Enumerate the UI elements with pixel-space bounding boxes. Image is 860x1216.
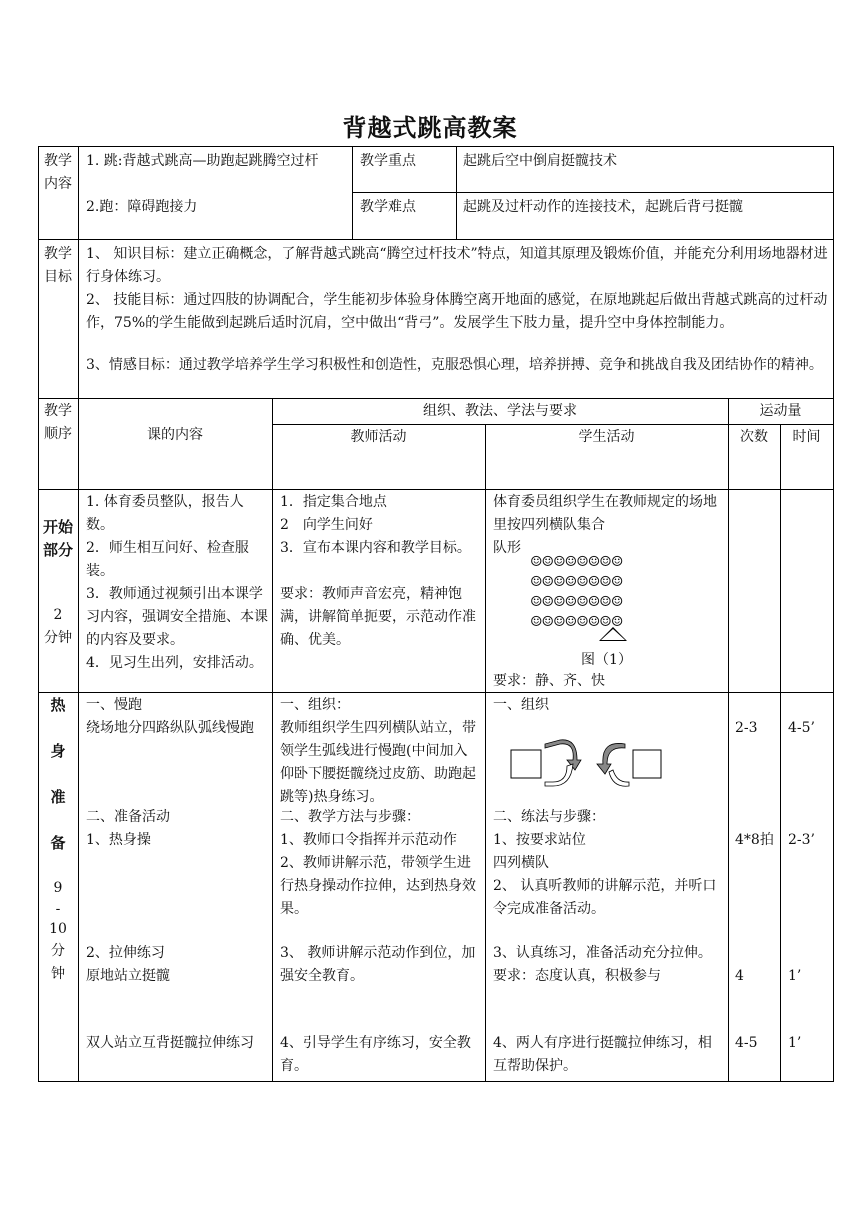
warm-content-5: 2、拉伸练习 — [86, 945, 165, 961]
warm-content-2: 绕场地分四路纵队弧线慢跑 — [86, 720, 254, 736]
start-teacher-req: 要求：教师声音宏亮，精神饱满，讲解简单扼要，示范动作准确、优美。 — [280, 586, 476, 648]
curved-arrow-icon — [609, 770, 629, 786]
difficulty-label: 教学难点 — [360, 199, 416, 215]
goal-skill: 2、 技能目标：通过四肢的协调配合，学生能初步体验身体腾空离开地面的感觉，在原地跳起后做出背越式跳高的过杆动作，75%的学生能做到起跳后适时沉肩，空中做出“背弓”。发展学生下肢力量，提升空中身体控制能力。 — [86, 292, 828, 331]
warm-time-1: 4-5’ — [788, 720, 815, 736]
warm-teacher-1: 一、组织： — [280, 697, 350, 713]
start-minutes: 2 — [53, 607, 63, 623]
time-header: 时间 — [792, 429, 821, 445]
warm-label-1: 热 — [50, 696, 66, 714]
warm-label-4: 备 — [50, 834, 66, 852]
start-teacher-2: 2 向学生问好 — [280, 517, 373, 533]
teacher-header: 教师活动 — [350, 429, 407, 445]
warm-minutes-2: 10 — [49, 921, 67, 937]
warm-time-2: 2-3’ — [788, 832, 815, 848]
curved-arrow-icon — [545, 764, 573, 786]
warm-content-1: 一、慢跑 — [86, 697, 142, 713]
times-header: 次数 — [740, 429, 768, 445]
warm-unit-1: 分 — [51, 943, 65, 959]
content-item-2: 2.跑：障碍跑接力 — [86, 199, 198, 215]
warm-content-6: 原地站立挺髋 — [86, 968, 170, 984]
load-header: 运动量 — [759, 403, 802, 419]
curved-arrow-icon — [597, 743, 625, 774]
square-right — [633, 750, 661, 778]
warm-student-3: 1、按要求站位 — [493, 832, 586, 848]
goals-label: 教学目标 — [44, 246, 72, 285]
formation-row: ☺☺☺☺☺☺☺☺ — [530, 574, 623, 590]
jogging-route-diagram — [505, 736, 670, 794]
goal-emotion: 3、情感目标：通过教学培养学生学习积极性和创造性，克服恐惧心理，培养拼搏、竞争和挑战自我及团结协作的精神。 — [86, 357, 823, 373]
difficulty-value: 起跳及过杆动作的连接技术，起跳后背弓挺髋 — [463, 199, 743, 215]
content-item-1: 1. 跳:背越式跳高—助跑起跳腾空过杆 — [86, 153, 319, 169]
start-student-formation-label: 队形 — [493, 540, 521, 556]
goal-knowledge: 1、 知识目标：建立正确概念，了解背越式跳高“腾空过杆技术”特点，知道其原理及锻炼价值，并能充分利用场地器材进行身体练习。 — [86, 246, 828, 285]
start-content-3: 3．教师通过视频引出本课学习内容，强调安全措施、本课的内容及要求。 — [86, 586, 268, 648]
warm-student-4: 四列横队 — [493, 855, 549, 871]
warm-teacher-4: 1、教师口令指挥并示范动作 — [280, 832, 457, 848]
student-header: 学生活动 — [578, 429, 635, 445]
warm-teacher-3: 二、教学方法与步骤： — [280, 809, 420, 825]
warm-student-5: 2、 认真听教师的讲解示范，并听口令完成准备活动。 — [493, 878, 717, 917]
start-student-intro: 体育委员组织学生在教师规定的场地里按四列横队集合 — [493, 494, 717, 533]
key-point-label: 教学重点 — [360, 153, 416, 169]
warm-times-1: 2-3 — [735, 720, 758, 736]
page-title: 背越式跳高教案 — [342, 113, 518, 142]
warm-content-4: 1、热身操 — [86, 832, 151, 848]
figure-caption: 图（1） — [581, 652, 632, 668]
start-label: 开始部分 — [43, 518, 74, 559]
warm-time-3: 1’ — [788, 968, 802, 984]
warm-student-6: 3、认真练习，准备活动充分拉伸。 — [493, 945, 712, 961]
square-left — [511, 750, 541, 778]
curved-arrow-icon — [545, 740, 581, 770]
warm-times-2: 4*8拍 — [735, 832, 774, 848]
content-label: 教学内容 — [44, 153, 72, 192]
warm-times-3: 4 — [735, 968, 744, 984]
start-content-2: 2．师生相互问好、检查服装。 — [86, 540, 249, 579]
warm-time-4: 1’ — [788, 1035, 802, 1051]
start-teacher-1: 1．指定集合地点 — [280, 494, 387, 510]
content-header: 课的内容 — [147, 427, 203, 443]
formation-row: ☺☺☺☺☺☺☺☺ — [530, 594, 623, 610]
warm-minutes-1: 9 — [53, 880, 63, 896]
warm-times-4: 4-5 — [735, 1035, 758, 1051]
warm-student-1: 一、组织 — [493, 697, 549, 713]
warm-teacher-6: 3、 教师讲解示范动作到位，加强安全教育。 — [280, 945, 476, 984]
start-teacher-3: 3．宣布本课内容和教学目标。 — [280, 540, 471, 556]
warm-label-3: 准 — [50, 788, 66, 806]
warm-unit-2: 钟 — [51, 966, 65, 982]
start-content-1: 1. 体育委员整队，报告人数。 — [86, 494, 244, 533]
warm-teacher-7: 4、引导学生有序练习，安全教育。 — [280, 1035, 471, 1074]
start-content-4: 4．见习生出列，安排活动。 — [86, 655, 263, 671]
order-header: 教学顺序 — [44, 403, 72, 442]
teacher-position-triangle-icon — [599, 627, 627, 641]
start-unit: 分钟 — [44, 630, 72, 646]
warm-teacher-5: 2、教师讲解示范，带领学生进行热身操动作拉伸，达到热身效果。 — [280, 855, 476, 917]
warm-teacher-2: 教师组织学生四列横队站立，带领学生弧线进行慢跑(中间加入仰卧下腰挺髋绕过皮筋、助跑起跳等)热身练习。 — [280, 720, 476, 805]
org-header: 组织、教法、学法与要求 — [423, 403, 577, 419]
formation-row: ☺☺☺☺☺☺☺☺ — [530, 554, 623, 570]
formation-diagram — [530, 552, 690, 632]
warm-minutes-dash: - — [55, 901, 61, 917]
formation-row: ☺☺☺☺☺☺☺☺ — [530, 614, 623, 630]
warm-student-7: 要求：态度认真，积极参与 — [493, 968, 661, 984]
key-point-value: 起跳后空中倒肩挺髋技术 — [463, 153, 617, 169]
warm-content-7: 双人站立互背挺髋拉伸练习 — [86, 1035, 254, 1051]
warm-content-3: 二、准备活动 — [86, 809, 170, 825]
warm-label-2: 身 — [50, 742, 66, 760]
warm-student-8: 4、两人有序进行挺髋拉伸练习，相互帮助保护。 — [493, 1035, 712, 1074]
warm-student-2: 二、练法与步骤： — [493, 809, 605, 825]
start-student-req: 要求：静、齐、快 — [493, 673, 605, 689]
